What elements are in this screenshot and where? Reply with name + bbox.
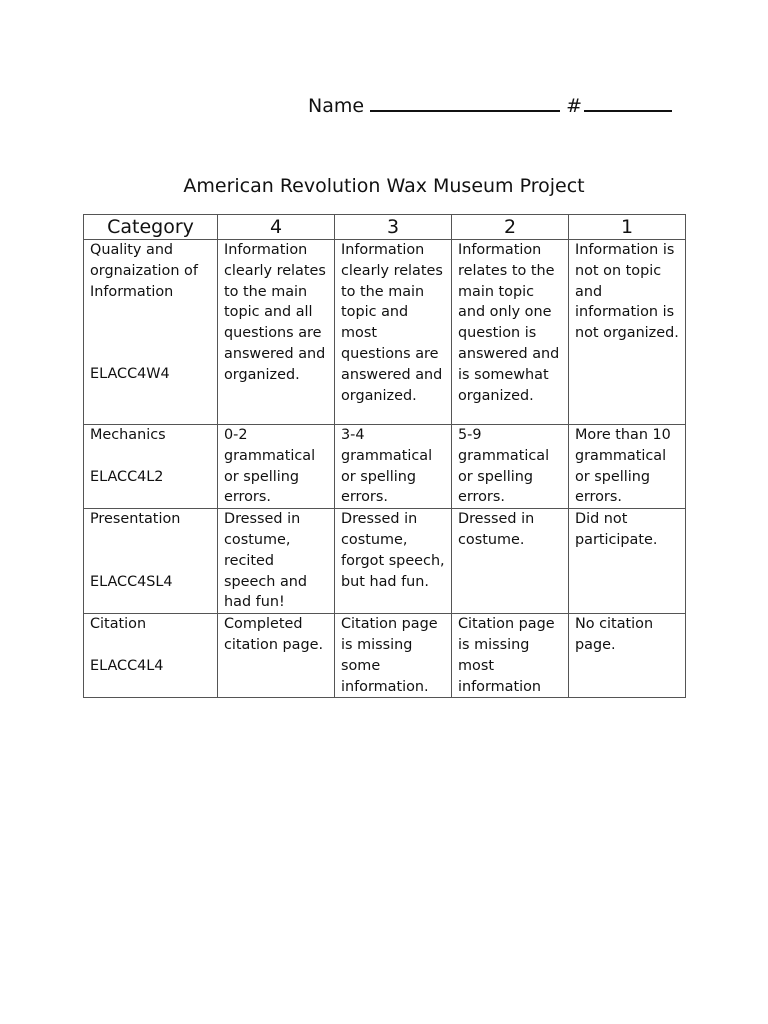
category-name: Presentation: [90, 511, 181, 528]
standard-code: ELACC4W4: [90, 366, 170, 383]
category-cell: [84, 425, 218, 509]
score-4-cell: Completed citation page.: [218, 614, 335, 698]
category-cell: [84, 614, 218, 698]
standard-code: ELACC4L4: [90, 657, 164, 674]
score-2-cell: 5-9 grammatical or spelling errors.: [452, 425, 569, 509]
score-4-cell: Dressed in costume, recited speech and had fun!: [218, 509, 335, 614]
standard-code: ELACC4L2: [90, 468, 164, 485]
score-1-cell: No citation page.: [569, 614, 686, 698]
number-blank[interactable]: [584, 92, 672, 112]
standard-code: ELACC4SL4: [90, 573, 173, 590]
score-3-cell: Citation page is missing some information.: [335, 614, 452, 698]
column-header-2: 2: [452, 215, 569, 240]
name-label: Name: [308, 95, 365, 117]
score-2-cell: Information relates to the main topic and only one question is answered and is somewhat organized.: [452, 240, 569, 425]
number-label: #: [566, 95, 582, 117]
rubric-table: [83, 214, 686, 698]
name-number-line: [308, 92, 672, 118]
category-name: Quality and orgnaization of Information: [90, 242, 198, 300]
table-row: [84, 509, 686, 614]
page-title: American Revolution Wax Museum Project: [183, 175, 585, 197]
table-row: [84, 240, 686, 425]
category-name: Mechanics: [90, 427, 166, 443]
score-4-cell: Information clearly relates to the main topic and all questions are answered and organized.: [218, 240, 335, 425]
name-blank[interactable]: [370, 92, 560, 112]
column-header-4: 4: [218, 215, 335, 240]
header-row: [84, 215, 686, 240]
table-row: [84, 425, 686, 509]
category-name: Citation: [90, 616, 147, 633]
category-cell: [84, 509, 218, 614]
score-3-cell: 3-4 grammatical or spelling errors.: [335, 425, 452, 509]
score-3-cell: Dressed in costume, forgot speech, but had fun.: [335, 509, 452, 614]
category-cell: [84, 240, 218, 425]
score-2-cell: Citation page is missing most information: [452, 614, 569, 698]
column-header-1: 1: [569, 215, 686, 240]
score-1-cell: Did not participate.: [569, 509, 686, 614]
score-1-cell: Information is not on topic and information is not organized.: [569, 240, 686, 425]
score-2-cell: Dressed in costume.: [452, 509, 569, 614]
score-4-cell: 0-2 grammatical or spelling errors.: [218, 425, 335, 509]
column-header-3: 3: [335, 215, 452, 240]
score-1-cell: More than 10 grammatical or spelling errors.: [569, 425, 686, 509]
column-header-category: Category: [84, 215, 218, 240]
score-3-cell: Information clearly relates to the main topic and most questions are answered and organized.: [335, 240, 452, 425]
table-row: [84, 614, 686, 698]
